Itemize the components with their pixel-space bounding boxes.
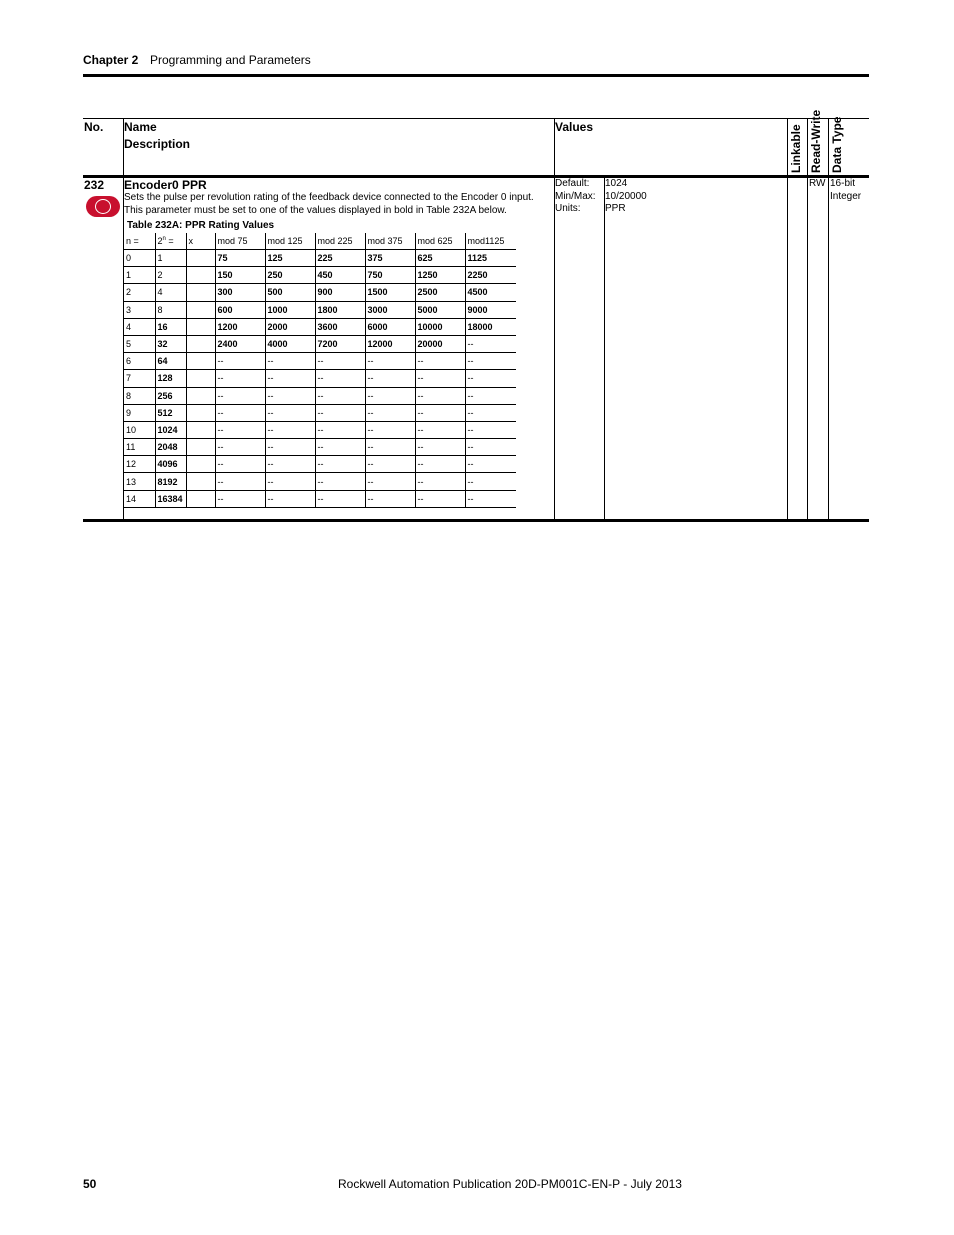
values-values [605,178,647,216]
table-cell: 1500 [365,284,415,301]
col-divider-values-inner [604,178,605,519]
table-cell: 6 [124,353,155,370]
table-cell: -- [365,421,415,438]
table-cell: -- [265,387,315,404]
parameter-number: 232 [84,178,105,192]
header-mod75: mod 75 [215,233,265,250]
table-cell: 20000 [415,335,465,352]
table-cell: -- [315,370,365,387]
table-cell [186,250,215,267]
table-cell: -- [265,421,315,438]
table-cell: -- [365,404,415,421]
table-row [124,473,516,490]
col-divider-readwrite [807,118,808,519]
table-cell: -- [365,473,415,490]
table-cell: 450 [315,267,365,284]
col-divider-linkable [787,118,788,519]
table-cell [186,318,215,335]
parameter-name: Encoder0 PPR [124,178,207,192]
table-cell: 4500 [465,284,516,301]
table-cell [186,473,215,490]
col-heading-values: Values [555,120,594,134]
table-cell: 3600 [315,318,365,335]
table-cell: 75 [215,250,265,267]
table-cell: 4 [155,284,186,301]
units-label: Units: [555,203,581,214]
table-cell: 11 [124,439,155,456]
table-cell: -- [265,370,315,387]
table-cell: 2500 [415,284,465,301]
table-cell: -- [465,387,516,404]
table-cell: -- [315,490,365,507]
table-cell: 4000 [265,335,315,352]
table-cell: -- [465,370,516,387]
table-cell: -- [415,404,465,421]
table-cell [186,301,215,318]
table-cell: -- [315,387,365,404]
table-cell: 1 [124,267,155,284]
table-cell: -- [215,421,265,438]
table-cell: 300 [215,284,265,301]
ppr-rating-table [124,233,516,508]
table-row [124,370,516,387]
table-cell: -- [415,387,465,404]
minmax-value: 10/20000 [605,190,647,202]
table-cell: -- [415,473,465,490]
table-cell: -- [215,353,265,370]
table-cell: 256 [155,387,186,404]
table-cell [186,353,215,370]
table-cell: 7 [124,370,155,387]
table-cell: 64 [155,353,186,370]
parameter-badge-icon [86,196,120,217]
table-cell: -- [465,404,516,421]
table-cell: 16384 [155,490,186,507]
ring-icon [95,199,111,214]
table-row [124,284,516,301]
table-cell: 1125 [465,250,516,267]
table-cell: -- [215,490,265,507]
table-cell: -- [315,456,365,473]
table-cell [186,335,215,352]
parameter-description: Sets the pulse per revolution rating of the feedback device connected to the Encoder 0 input. This parameter must be set to one of the values displayed in bold in Table 232A below. [124,192,534,216]
table-cell: 1250 [415,267,465,284]
table-cell: 4096 [155,456,186,473]
table-cell: 32 [155,335,186,352]
table-cell: 512 [155,404,186,421]
data-type-line-1: 16-bit [830,178,856,189]
header-mod1125: mod1125 [465,233,516,250]
table-cell [186,267,215,284]
table-cell: -- [465,473,516,490]
default-value: 1024 [605,178,628,189]
table-cell: 13 [124,473,155,490]
table-cell: -- [265,456,315,473]
table-cell: 10 [124,421,155,438]
table-cell: -- [215,404,265,421]
table-cell: 3000 [365,301,415,318]
table-cell [186,456,215,473]
section-title: Programming and Parameters [150,53,311,67]
table-cell: 12 [124,456,155,473]
table-cell: -- [465,439,516,456]
table-cell: -- [265,473,315,490]
table-cell: 1200 [215,318,265,335]
table-cell [186,404,215,421]
table-cell: -- [465,353,516,370]
table-cell [186,439,215,456]
table-cell: 2 [124,284,155,301]
table-cell: 250 [265,267,315,284]
running-header [83,53,311,67]
table-top-rule [83,118,869,119]
table-cell: -- [215,473,265,490]
table-cell: -- [365,456,415,473]
table-cell: 750 [365,267,415,284]
header-mod625: mod 625 [415,233,465,250]
table-cell: 9000 [465,301,516,318]
table-cell: 225 [315,250,365,267]
header-mod375: mod 375 [365,233,415,250]
table-cell [186,490,215,507]
header-n: n = [124,233,155,250]
table-cell: -- [365,370,415,387]
table-cell: -- [215,387,265,404]
col-divider-datatype [828,118,829,519]
table-cell [186,387,215,404]
header-mod225: mod 225 [315,233,365,250]
data-type-value [830,178,861,203]
ppr-table-title: Table 232A: PPR Rating Values [127,220,275,231]
table-cell: -- [415,370,465,387]
ppr-table-body [124,233,516,507]
table-row [124,490,516,507]
col-heading-linkable: Linkable [789,124,803,173]
minmax-label: Min/Max: [555,190,596,202]
table-cell: 1800 [315,301,365,318]
table-cell: 2 [155,267,186,284]
units-value: PPR [605,203,626,214]
col-heading-description: Description [124,137,191,151]
header-2n-eq: = [165,236,174,246]
table-cell: -- [315,439,365,456]
table-row [124,301,516,318]
table-cell: 125 [265,250,315,267]
table-cell: -- [315,353,365,370]
table-cell: 600 [215,301,265,318]
table-cell: -- [265,490,315,507]
chapter-label: Chapter 2 [83,53,139,67]
col-heading-no: No. [84,120,104,134]
table-cell: 8192 [155,473,186,490]
table-cell [186,421,215,438]
table-cell: -- [365,490,415,507]
table-cell [186,284,215,301]
table-cell: -- [365,439,415,456]
table-cell: 128 [155,370,186,387]
table-row [124,267,516,284]
header-mod125: mod 125 [265,233,315,250]
table-cell: 2048 [155,439,186,456]
table-cell: -- [215,439,265,456]
table-row [124,439,516,456]
table-cell: 16 [155,318,186,335]
table-bottom-rule [83,519,869,522]
table-cell: -- [365,353,415,370]
table-cell: 1 [155,250,186,267]
table-row [124,353,516,370]
table-cell: -- [415,439,465,456]
table-cell: 8 [155,301,186,318]
table-cell: -- [215,456,265,473]
table-cell: 14 [124,490,155,507]
table-cell: -- [465,421,516,438]
table-cell [186,370,215,387]
table-cell: 2400 [215,335,265,352]
table-cell: -- [415,490,465,507]
table-row [124,250,516,267]
table-cell: 10000 [415,318,465,335]
table-cell: 625 [415,250,465,267]
col-heading-read-write: Read-Write [809,109,823,173]
table-cell: 5 [124,335,155,352]
table-cell: -- [215,370,265,387]
table-cell: -- [465,490,516,507]
table-cell: 150 [215,267,265,284]
table-cell: -- [315,473,365,490]
table-cell: -- [265,404,315,421]
table-cell: 3 [124,301,155,318]
table-cell: 1000 [265,301,315,318]
publication-info: Rockwell Automation Publication 20D-PM001C-EN-P - July 2013 [338,1177,682,1191]
table-cell: -- [265,439,315,456]
table-cell: 500 [265,284,315,301]
table-row [124,404,516,421]
read-write-value: RW [809,178,826,189]
header-rule [83,74,869,77]
col-heading-name: Name [124,120,157,134]
table-cell: 2250 [465,267,516,284]
header-2n [155,233,186,250]
header-x: x [186,233,215,250]
table-row [124,318,516,335]
table-cell: -- [365,387,415,404]
table-cell: -- [265,353,315,370]
col-heading-data-type: Data Type [830,116,844,173]
table-row [124,387,516,404]
table-cell: 18000 [465,318,516,335]
table-row [124,456,516,473]
table-cell: 5000 [415,301,465,318]
table-cell: -- [415,456,465,473]
table-cell: 8 [124,387,155,404]
table-cell: 12000 [365,335,415,352]
table-cell: -- [415,421,465,438]
table-cell: 0 [124,250,155,267]
table-cell: 375 [365,250,415,267]
table-cell: -- [415,353,465,370]
table-cell: 9 [124,404,155,421]
table-cell: 900 [315,284,365,301]
table-cell: 2000 [265,318,315,335]
page-number: 50 [83,1177,97,1191]
table-cell: -- [315,421,365,438]
data-type-line-2: Integer [830,190,862,202]
table-cell: 7200 [315,335,365,352]
table-row [124,421,516,438]
table-cell: -- [315,404,365,421]
table-cell: 6000 [365,318,415,335]
values-labels [555,178,596,216]
table-cell: -- [465,335,516,352]
default-label: Default: [555,178,590,189]
table-cell: 4 [124,318,155,335]
table-cell: 1024 [155,421,186,438]
header-2n-exp: n [162,236,166,242]
table-cell: -- [465,456,516,473]
ppr-header-row [124,233,516,250]
table-row [124,335,516,352]
header-2n-base: 2 [157,236,163,246]
